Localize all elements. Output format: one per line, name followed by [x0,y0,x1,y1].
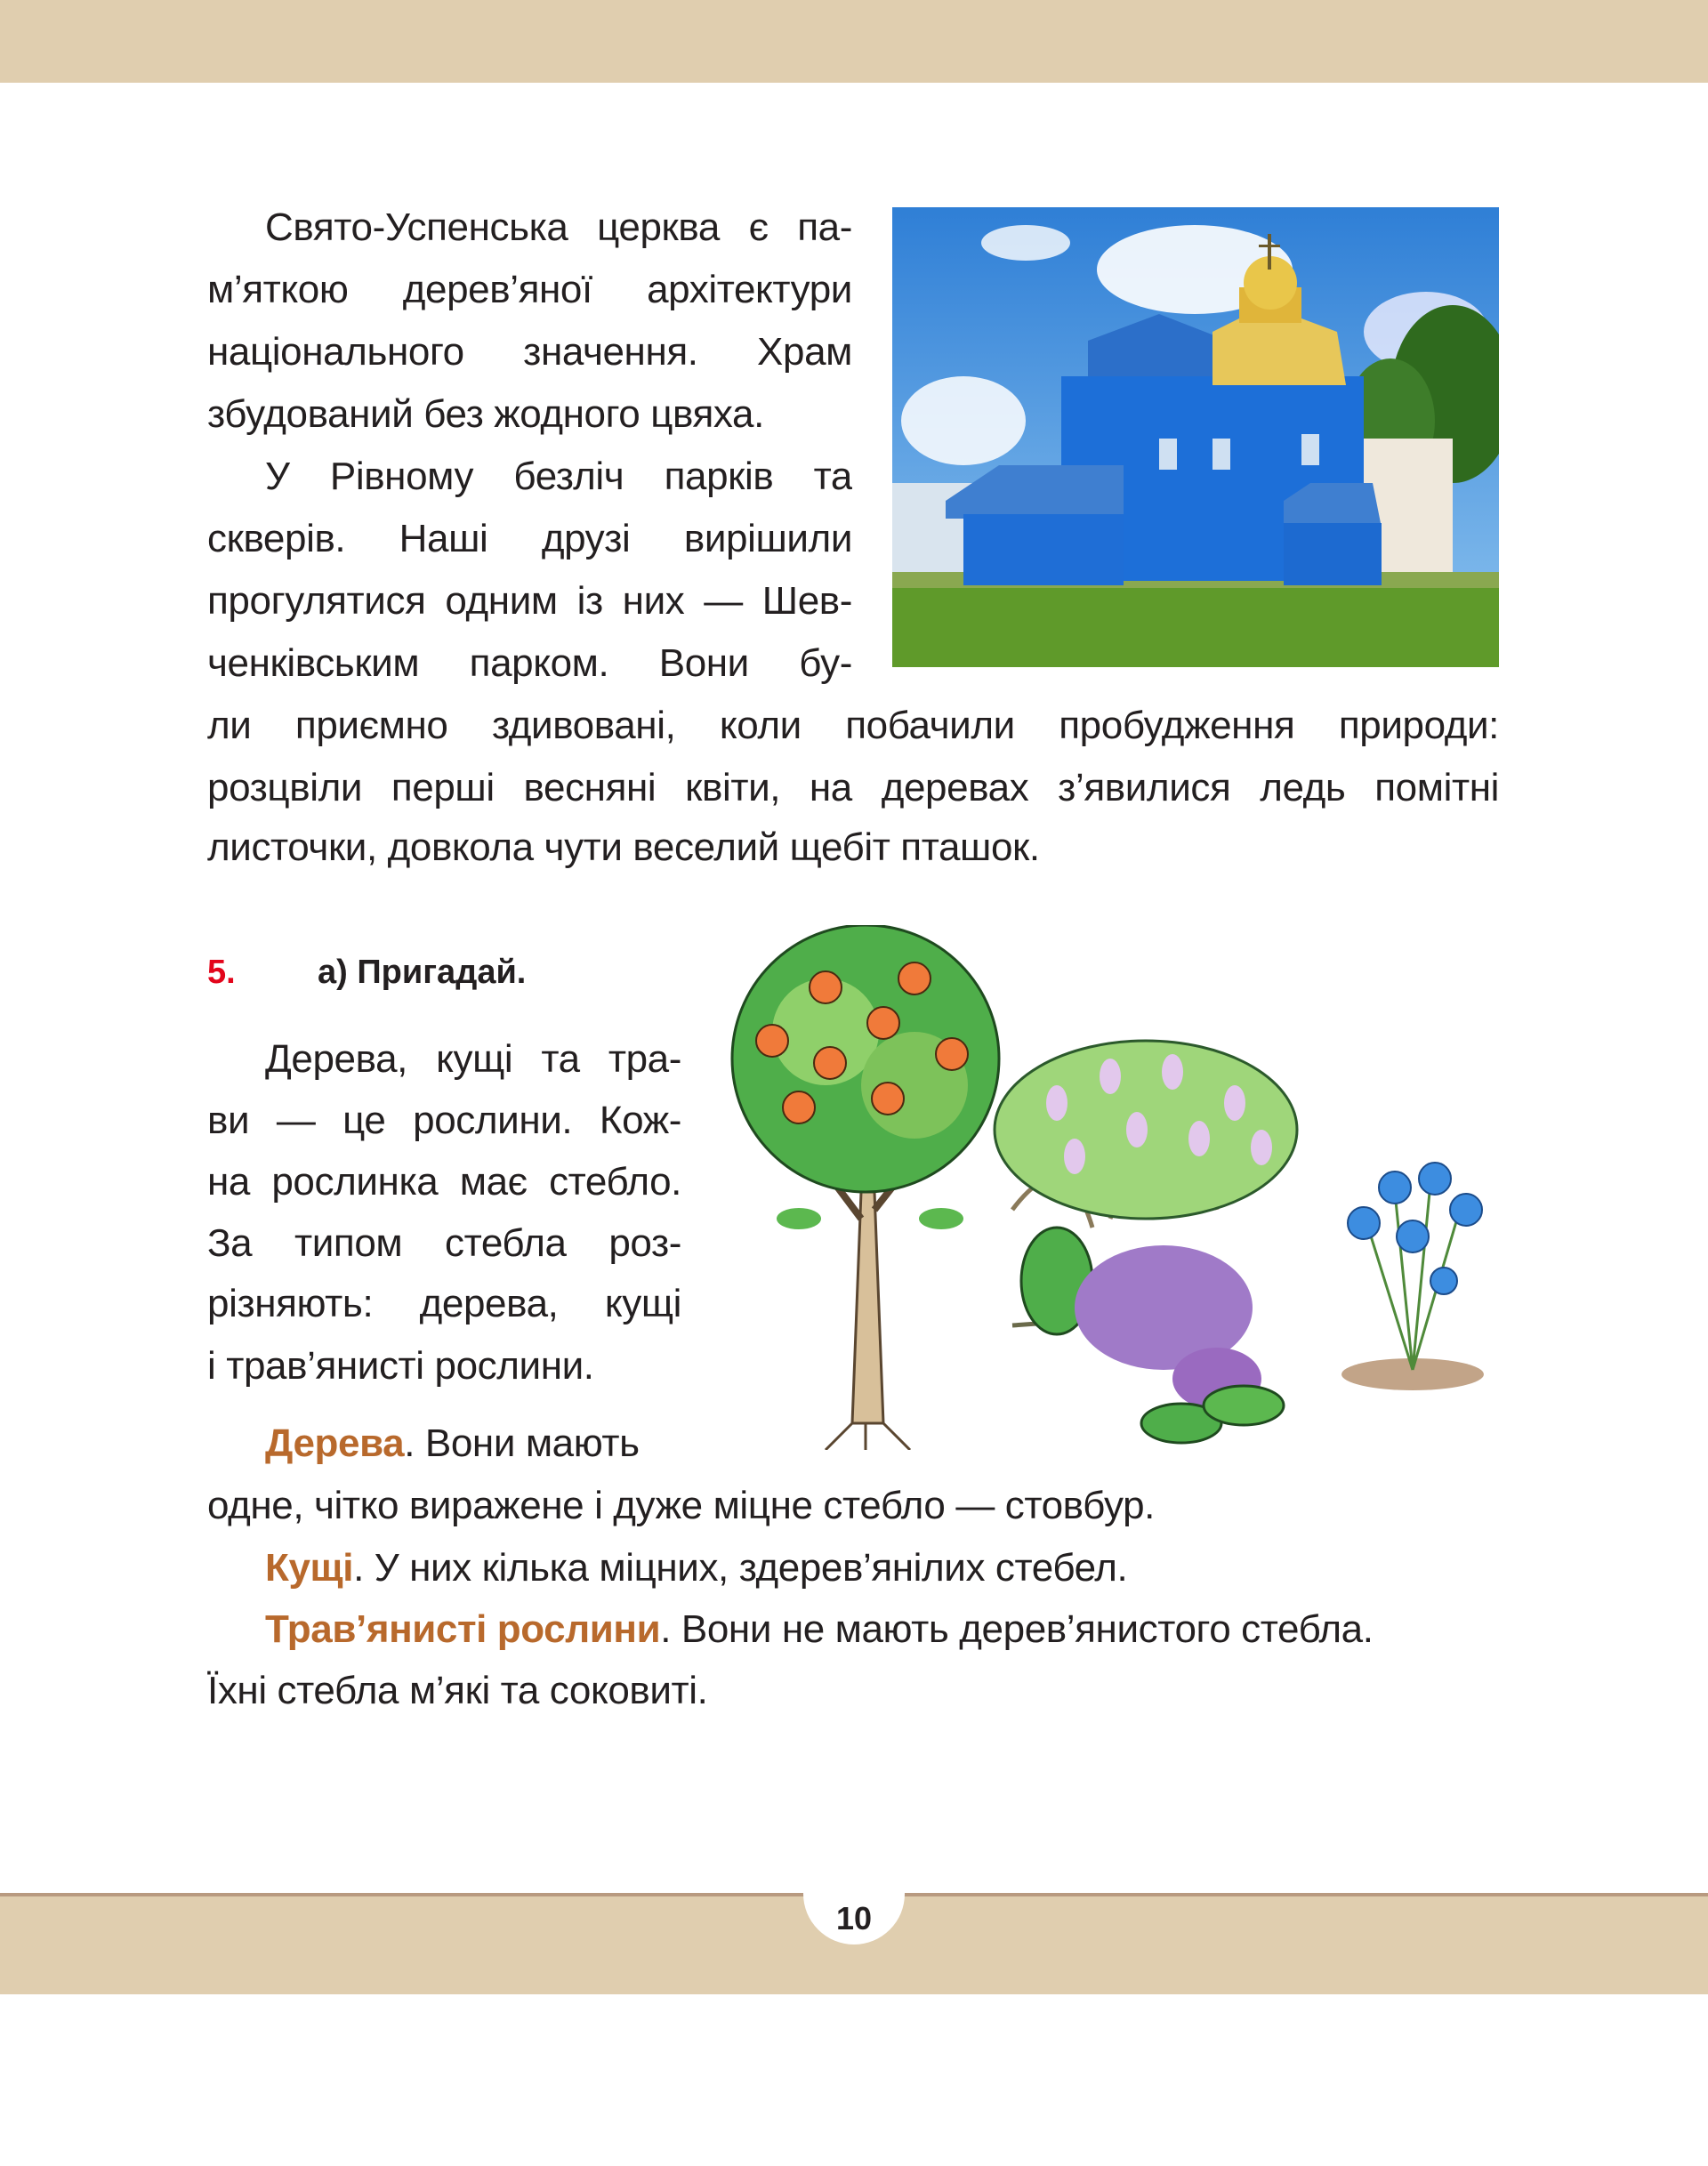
page-number-badge [803,1843,905,1945]
text-line: листочки, довкола чути веселий щебіт пташок. [207,825,1040,869]
text-line: збудований без жодного цвяха. [207,392,764,436]
text-line: Свято-Успенська церква є па- [265,205,852,249]
shrubs-definition [265,1537,1127,1599]
text-line: . Вони не мають дерев’янистого стебла. [660,1607,1374,1651]
lilac-illustration [995,1041,1297,1443]
text-line: розцвіли перші весняні квіти, на деревах з’явилися ледь помітні [207,766,1499,809]
flax-illustration [1341,1163,1484,1390]
text-line: У Рівному безліч парків та [265,455,852,498]
text-line: ви — це рослини. Кож- [207,1099,681,1142]
task-title: а) Пригадай. [318,954,527,991]
term-trees: Дерева [265,1421,405,1465]
text-line: одне, чітко виражене і дуже міцне стебло — стовбур. [207,1484,1155,1527]
church-photo [892,207,1499,667]
term-shrubs: Кущі [265,1546,354,1590]
text-line: прогулятися одним із них — Шев- [207,579,852,623]
text-line: . У них кілька міцних, здерев’янілих стебел. [353,1546,1128,1590]
text-line: національного значення. Храм [207,330,852,374]
top-band [0,0,1708,83]
text-line: і трав’янисті рослини. [207,1344,594,1388]
text-line: м’яткою дерев’яної архітектури [207,268,852,311]
text-line: ченківським парком. Вони бу- [207,641,852,685]
text-line: різняють: дерева, кущі [207,1282,681,1325]
text-line: на рослинка має стебло. [207,1160,681,1204]
text-line: скверів. Наші друзі вирішили [207,517,852,560]
tree-illustration [732,925,999,1450]
plants-illustration [719,925,1499,1450]
herbs-definition [265,1598,1374,1661]
text-line: Дерева, кущі та тра- [265,1037,681,1081]
page-number: 10 [835,1900,873,1937]
trees-definition [265,1413,640,1475]
text-line: ли приємно здивовані, коли побачили пробудження природи: [207,704,1499,747]
text-line: . Вони мають [404,1421,640,1465]
text-line: За типом стебла роз- [207,1221,681,1265]
text-line: Їхні стебла м’які та соковиті. [207,1669,708,1712]
term-herbs: Трав’янисті рослини [265,1607,661,1651]
task-number: 5. [207,954,236,991]
